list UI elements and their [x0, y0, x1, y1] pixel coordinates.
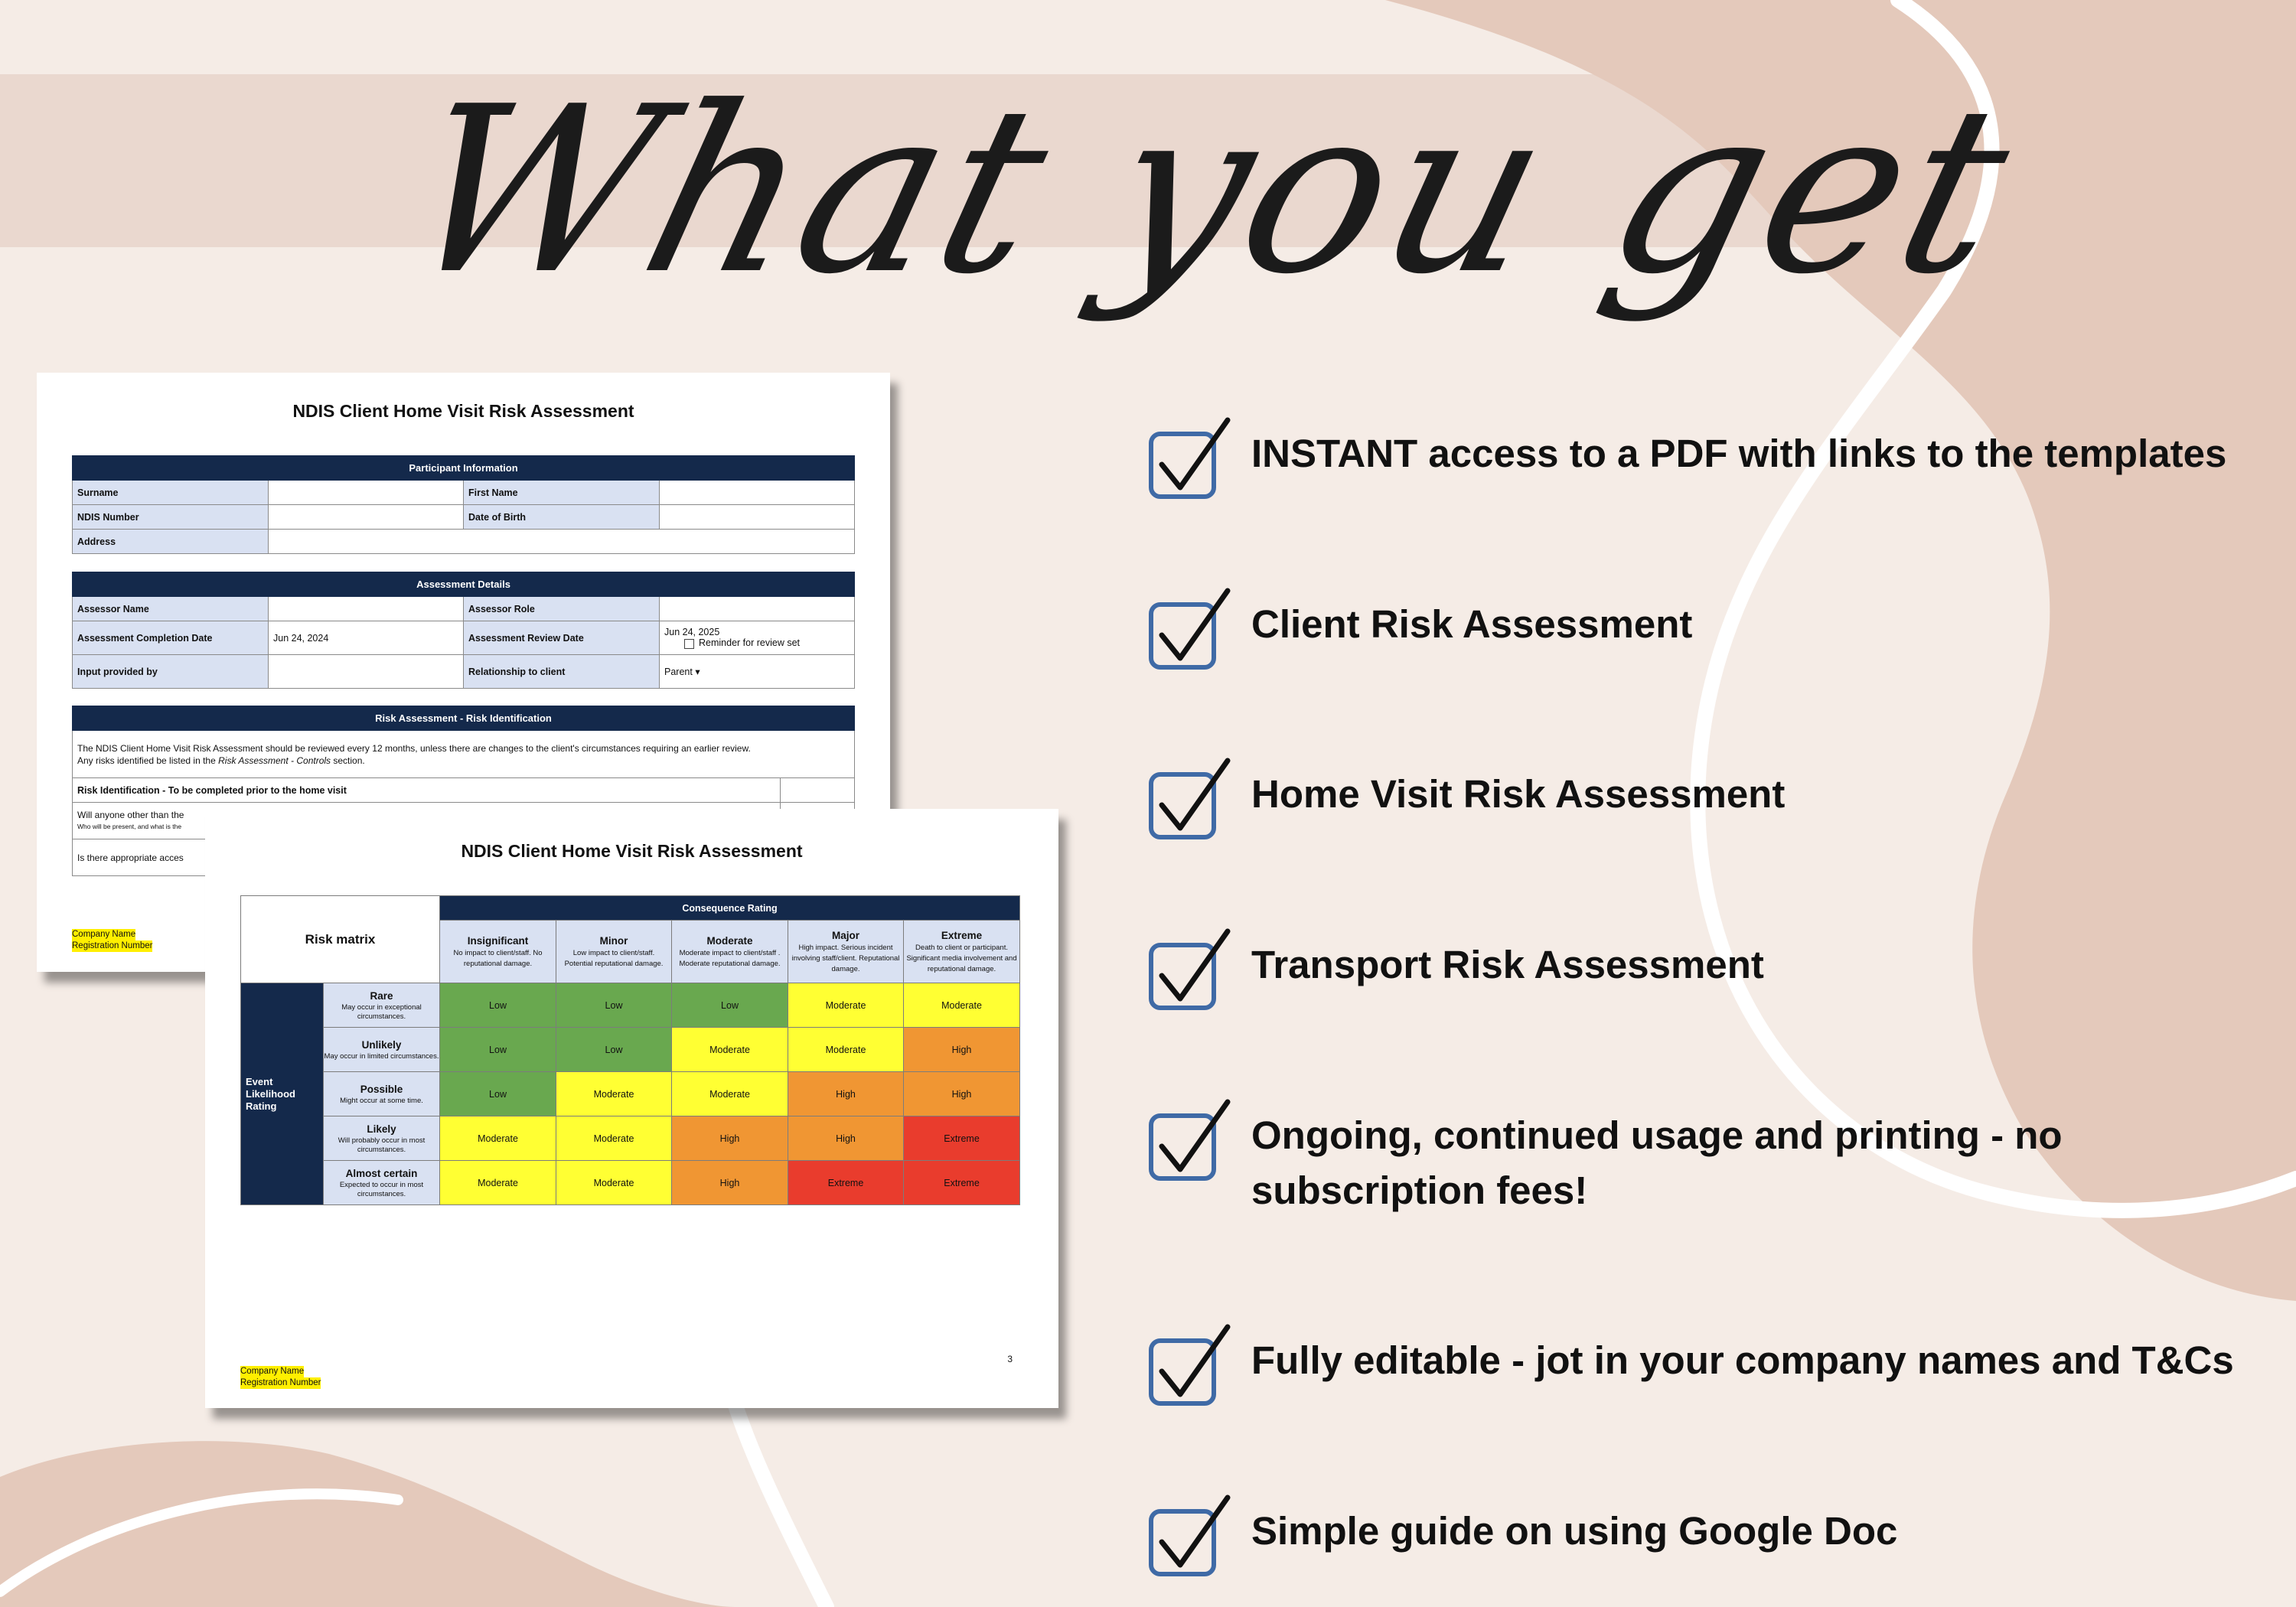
likelihood-almost-certain	[324, 1161, 440, 1205]
likelihood-name: Possible	[360, 1083, 403, 1095]
risk-cell: Moderate	[904, 983, 1020, 1028]
reminder-label: Reminder for review set	[699, 637, 800, 649]
risk-cell: Moderate	[556, 1161, 672, 1205]
likelihood-unlikely	[324, 1028, 440, 1072]
risk-cell: Low	[440, 1072, 556, 1116]
assessor-name-field[interactable]	[269, 597, 464, 621]
feature-text: Home Visit Risk Assessment	[1251, 772, 1786, 816]
page-number: 3	[1007, 1354, 1013, 1364]
first-name-label: First Name	[464, 481, 660, 505]
feature-item	[1148, 1324, 2281, 1400]
completion-date-label: Assessment Completion Date	[73, 621, 269, 655]
risk-intro-text: The NDIS Client Home Visit Risk Assessment should be reviewed every 12 months, unless there are changes to the client's circumstances requiring an earlier review.	[77, 742, 751, 754]
risk-cell: High	[672, 1116, 788, 1161]
address-field[interactable]	[269, 530, 855, 554]
feature-item	[1148, 1495, 2281, 1571]
review-date-value: Jun 24, 2025	[664, 627, 720, 638]
checkbox-check-icon	[1148, 758, 1232, 842]
feature-item	[1148, 588, 2281, 664]
risk-cell: Low	[440, 983, 556, 1028]
review-date-label: Assessment Review Date	[464, 621, 660, 655]
risk-cell: Extreme	[904, 1116, 1020, 1161]
consequence-desc: Low impact to client/staff. Potential reputational damage.	[564, 948, 664, 968]
checkbox-check-icon	[1148, 928, 1232, 1012]
risk-cell: High	[904, 1072, 1020, 1116]
likelihood-desc: Expected to occur in most circumstances.	[339, 1180, 424, 1198]
assessor-name-label: Assessor Name	[73, 597, 269, 621]
completion-date-value: Jun 24, 2024	[273, 632, 329, 644]
risk-question-2: Is there appropriate acces	[73, 839, 781, 876]
risk-cell: Low	[556, 983, 672, 1028]
document-preview-2	[205, 809, 1058, 1408]
risk-matrix-table	[240, 895, 1020, 1205]
checkbox-check-icon	[1148, 1495, 1232, 1579]
risk-cell: Moderate	[440, 1116, 556, 1161]
doc1-title: NDIS Client Home Visit Risk Assessment	[292, 401, 634, 421]
matrix-row	[241, 1072, 1020, 1116]
likelihood-name: Unlikely	[361, 1038, 402, 1051]
first-name-field[interactable]	[660, 481, 855, 505]
chevron-down-icon: ▾	[695, 667, 700, 677]
review-date-field[interactable]	[660, 621, 855, 655]
consequence-desc: Death to client or participant. Significant media involvement and reputational damage.	[906, 943, 1017, 973]
likelihood-desc: Will probably occur in most circumstances.	[338, 1136, 426, 1154]
address-label: Address	[73, 530, 269, 554]
ndis-number-label: NDIS Number	[73, 505, 269, 530]
risk-cell: Extreme	[788, 1161, 904, 1205]
checkbox-check-icon	[1148, 1324, 1232, 1408]
dob-field[interactable]	[660, 505, 855, 530]
consequence-moderate	[672, 921, 788, 983]
risk-cell: Extreme	[904, 1161, 1020, 1205]
feature-item	[1148, 1099, 2281, 1212]
risk-cell: Moderate	[788, 1028, 904, 1072]
risk-cell: High	[788, 1072, 904, 1116]
checkbox-check-icon	[1148, 588, 1232, 672]
input-by-label: Input provided by	[73, 655, 269, 689]
matrix-row	[241, 1161, 1020, 1205]
checkbox-check-icon	[1148, 417, 1232, 501]
likelihood-rare	[324, 983, 440, 1028]
likelihood-desc: Might occur at some time.	[340, 1096, 423, 1105]
feature-text: INSTANT access to a PDF with links to the templates	[1251, 432, 2227, 475]
risk-cell: Moderate	[556, 1116, 672, 1161]
risk-cell: Moderate	[672, 1072, 788, 1116]
matrix-row	[241, 983, 1020, 1028]
risk-intro-link: Risk Assessment - Controls	[218, 755, 331, 766]
assessor-role-label: Assessor Role	[464, 597, 660, 621]
feature-item	[1148, 928, 2281, 1005]
likelihood-desc: May occur in limited circumstances.	[324, 1051, 439, 1061]
surname-field[interactable]	[269, 481, 464, 505]
doc1-footer	[72, 929, 152, 952]
relationship-value: Parent	[664, 667, 693, 677]
consequence-extreme	[904, 921, 1020, 983]
consequence-insignificant	[440, 921, 556, 983]
relationship-dropdown[interactable]	[660, 655, 855, 689]
risk-cell: Moderate	[440, 1161, 556, 1205]
background-blob-bottom	[0, 1441, 735, 1607]
participant-info-table	[72, 455, 855, 554]
risk-cell: Moderate	[556, 1072, 672, 1116]
likelihood-name: Almost certain	[345, 1167, 418, 1179]
reminder-checkbox[interactable]	[684, 639, 694, 649]
assessment-details-table	[72, 572, 855, 689]
consequence-major	[788, 921, 904, 983]
assessment-details-header: Assessment Details	[73, 572, 855, 597]
risk-cell: High	[904, 1028, 1020, 1072]
likelihood-likely	[324, 1116, 440, 1161]
completion-date-field[interactable]	[269, 621, 464, 655]
risk-cell: Moderate	[788, 983, 904, 1028]
company-name-placeholder: Company Name	[72, 930, 136, 939]
feature-text: Simple guide on using Google Doc	[1251, 1509, 1898, 1553]
feature-item	[1148, 417, 2281, 494]
likelihood-rating-header: Event Likelihood Rating	[241, 983, 324, 1205]
checkbox-check-icon	[1148, 1099, 1232, 1183]
consequence-desc: No impact to client/staff. No reputational damage.	[453, 948, 543, 968]
risk-section-label: Risk Identification - To be completed prior to the home visit	[73, 778, 781, 803]
surname-label: Surname	[73, 481, 269, 505]
company-name-placeholder: Company Name	[240, 1367, 305, 1376]
consequence-name: Moderate	[706, 934, 753, 947]
risk-cell: Moderate	[672, 1028, 788, 1072]
likelihood-name: Likely	[367, 1123, 396, 1135]
consequence-name: Insignificant	[467, 934, 529, 947]
feature-text: Fully editable - jot in your company names and T&Cs	[1251, 1338, 2234, 1382]
dob-label: Date of Birth	[464, 505, 660, 530]
registration-number-placeholder: Registration Number	[72, 941, 153, 950]
doc2-footer	[240, 1366, 321, 1389]
feature-text: Client Risk Assessment	[1251, 602, 1693, 646]
consequence-name: Extreme	[941, 929, 983, 941]
registration-number-placeholder: Registration Number	[240, 1378, 321, 1387]
risk-intro-text-3: section.	[331, 755, 365, 766]
consequence-rating-header: Consequence Rating	[440, 896, 1020, 921]
risk-cell: Low	[672, 983, 788, 1028]
feature-text: Ongoing, continued usage and printing - no subscription fees!	[1251, 1113, 2063, 1212]
consequence-minor	[556, 921, 672, 983]
risk-identification-header: Risk Assessment - Risk Identification	[73, 706, 855, 731]
risk-question-1-sub: Who will be present, and what is the	[77, 822, 182, 830]
risk-intro-text-2: Any risks identified be listed in the	[77, 755, 219, 766]
feature-text: Transport Risk Assessment	[1251, 943, 1764, 986]
likelihood-name: Rare	[370, 989, 393, 1002]
assessor-role-field[interactable]	[660, 597, 855, 621]
risk-cell: High	[672, 1161, 788, 1205]
risk-cell: High	[788, 1116, 904, 1161]
likelihood-desc: May occur in exceptional circumstances.	[341, 1002, 422, 1021]
risk-matrix-label: Risk matrix	[241, 896, 440, 983]
consequence-desc: Moderate impact to client/staff . Moderate reputational damage.	[679, 948, 781, 968]
input-by-field[interactable]	[269, 655, 464, 689]
matrix-row	[241, 1028, 1020, 1072]
risk-cell: Low	[556, 1028, 672, 1072]
consequence-desc: High impact. Serious incident involving staff/client. Reputational damage.	[791, 943, 900, 973]
matrix-row	[241, 1116, 1020, 1161]
likelihood-possible	[324, 1072, 440, 1116]
consequence-name: Minor	[599, 934, 628, 947]
risk-cell: Low	[440, 1028, 556, 1072]
doc2-title: NDIS Client Home Visit Risk Assessment	[461, 841, 803, 861]
feature-item	[1148, 758, 2281, 834]
page-title: What you get	[383, 57, 2037, 324]
consequence-name: Major	[832, 929, 860, 941]
risk-question-1: Will anyone other than the	[77, 809, 184, 820]
risk-section-cell	[781, 778, 855, 803]
relationship-label: Relationship to client	[464, 655, 660, 689]
participant-info-header: Participant Information	[73, 456, 855, 481]
ndis-number-field[interactable]	[269, 505, 464, 530]
